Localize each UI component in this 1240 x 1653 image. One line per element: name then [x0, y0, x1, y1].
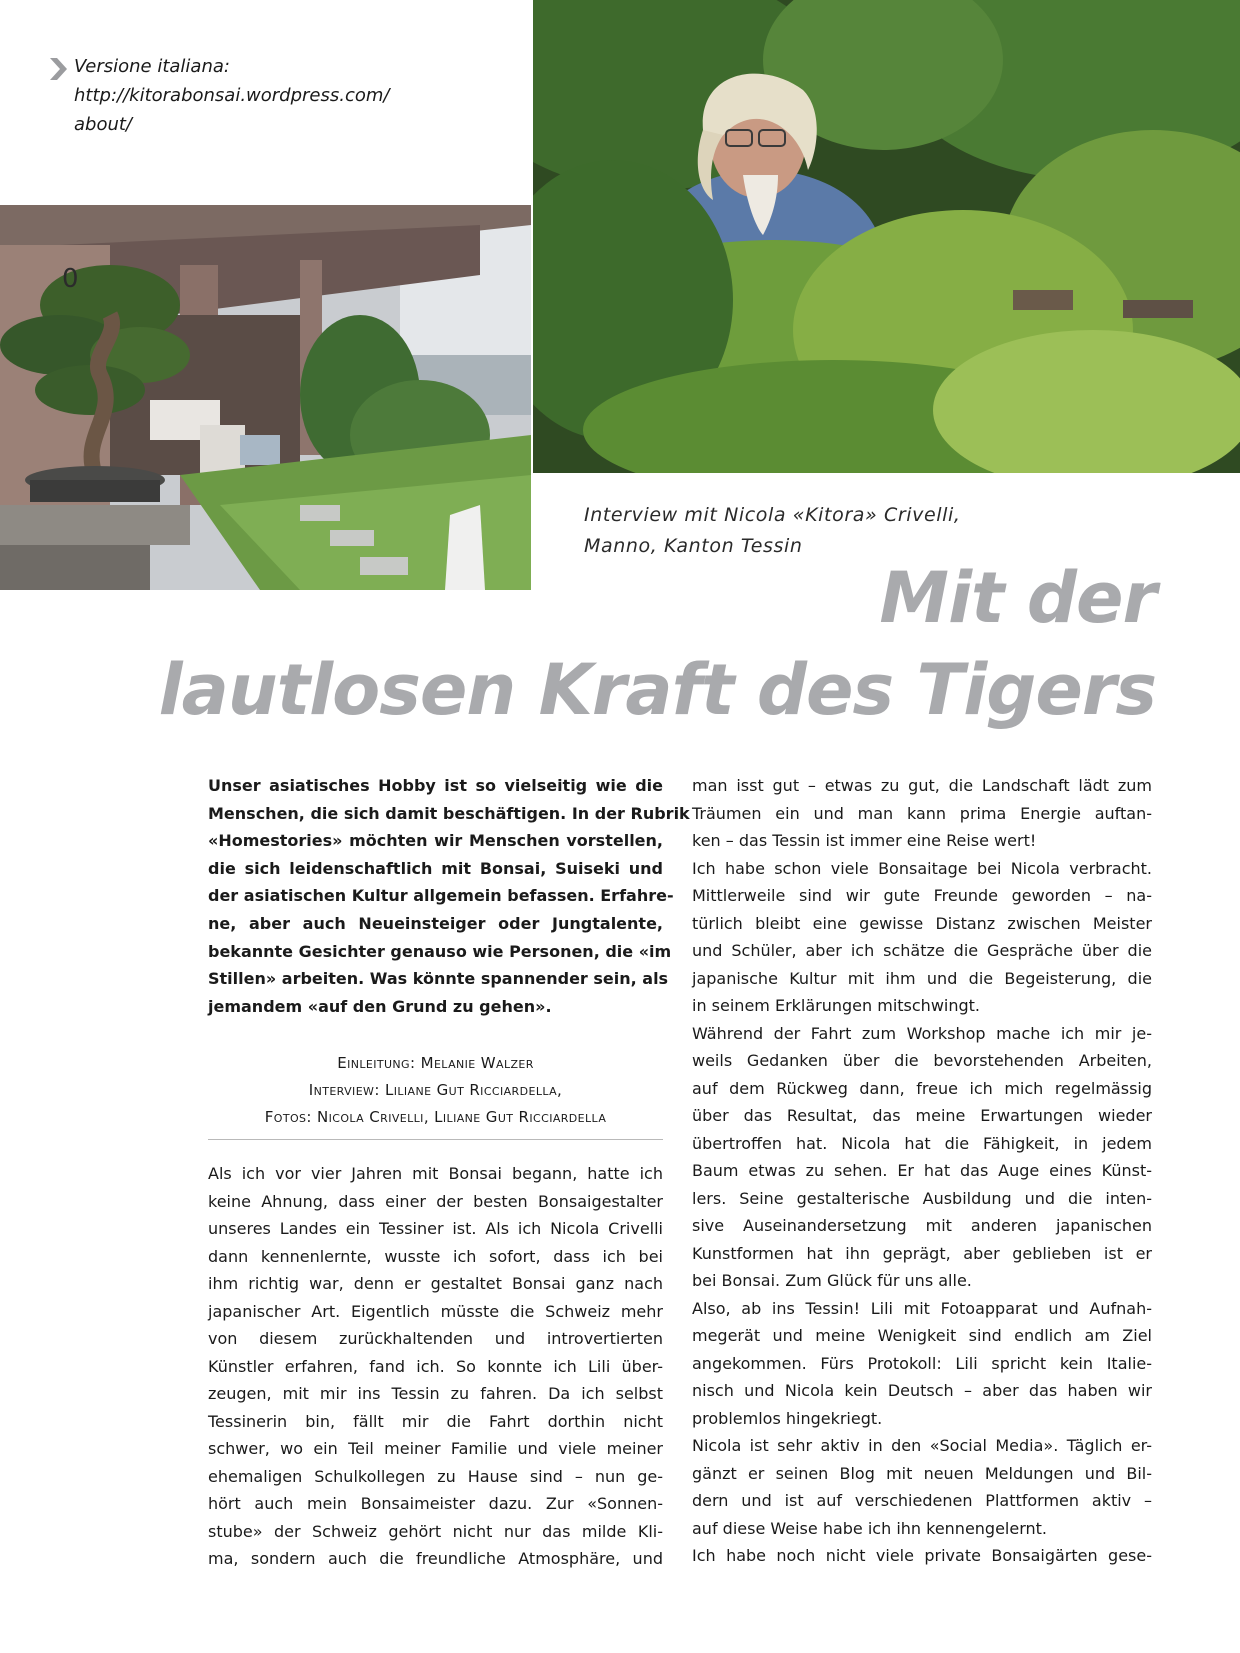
body-line: angekommen. Fürs Protokoll: Lili spricht kein Italie- [692, 1353, 1152, 1373]
body-line: Also, ab ins Tessin! Lili mit Fotoapparat und Aufnah- [692, 1298, 1152, 1318]
title-line: lautlosen Kraft des Tigers [158, 649, 1156, 731]
italian-version-text [74, 52, 390, 139]
body-line: unseres Landes ein Tessiner ist. Als ich Nicola Crivelli [208, 1219, 663, 1239]
body-line: Nicola ist sehr aktiv in den «Social Media». Täglich er- [692, 1436, 1152, 1455]
body-line: bei Bonsai. Zum Glück für uns alle. [692, 1271, 972, 1290]
body-line: Baum etwas zu sehen. Er hat das Auge eines Künst- [692, 1161, 1152, 1180]
body-line: lers. Seine gestalterische Ausbildung und die inten- [692, 1188, 1152, 1208]
subtitle-line: Interview mit Nicola «Kitora» Crivelli, [584, 504, 961, 526]
body-line: dann kennenlernte, wusste ich sofort, dass ich bei [208, 1246, 663, 1266]
credit-photos: Fotos: Nicola Crivelli, Liliane Gut Ricciardella [264, 1108, 607, 1127]
body-line: in seinem Erklärungen mitschwingt. [692, 996, 981, 1015]
right-column [692, 772, 1152, 1570]
body-line: Künstler erfahren, fand ich. So konnte ich Lili über- [208, 1356, 663, 1376]
body-line: weils Gedanken über die bevorstehenden Arbeiten, [692, 1051, 1152, 1070]
body-line: gänzt er seinen Blog mit neuen Meldungen und Bil- [692, 1463, 1152, 1483]
credit-interview: Interview: Liliane Gut Ricciardella, [308, 1081, 563, 1100]
body-line: von diesem zurückhaltenden und introvertierten [208, 1329, 663, 1349]
body-line: türlich bleibt eine gewisse Distanz zwischen Meister [692, 913, 1152, 933]
body-text-left [208, 1160, 663, 1573]
photo-veranda-bonsai [0, 205, 531, 590]
body-line: Mittlerweile sind wir gute Freunde geworden – na- [692, 886, 1152, 905]
body-line: stube» der Schweiz gehört nicht nur das milde Kli- [208, 1521, 663, 1541]
lead-paragraph [208, 772, 690, 1020]
body-line: Kunstformen hat ihn geprägt, aber geblieben ist er [692, 1243, 1152, 1263]
italian-version-label: Versione italiana: [74, 56, 230, 77]
body-line: japanische Kultur mit ihm und die Begeisterung, die [692, 968, 1152, 988]
lead-line: der asiatischen Kultur allgemein befassen. Erfahre- [208, 886, 674, 906]
subtitle-line: Manno, Kanton Tessin [584, 535, 803, 557]
body-line: man isst gut – etwas zu gut, die Landschaft lädt zum [692, 776, 1152, 795]
body-line: problemlos hingekriegt. [692, 1408, 883, 1428]
body-line: sive Auseinandersetzung mit anderen japanischen [692, 1216, 1152, 1235]
body-line: Als ich vor vier Jahren mit Bonsai begann, hatte ich [208, 1164, 663, 1184]
lead-line: Menschen, die sich damit beschäftigen. In der Rubrik [208, 803, 690, 823]
lead-line: Stillen» arbeiten. Was könnte spannender sein, als [208, 969, 669, 989]
body-line: auf dem Rückweg dann, freue ich mich regelmässig [692, 1078, 1152, 1098]
body-line: Ich habe schon viele Bonsaitage bei Nicola verbracht. [692, 858, 1152, 878]
body-line: Während der Fahrt zum Workshop mache ich mir je- [692, 1023, 1152, 1043]
credits-block [208, 1050, 663, 1131]
body-line: Ich habe noch nicht viele private Bonsaigärten gese- [692, 1546, 1152, 1565]
photo-gardener-portrait [533, 0, 1240, 473]
credit-intro: Einleitung: Melanie Walzer [337, 1054, 534, 1073]
body-line: Tessinerin bin, fällt mir die Fahrt dorthin nicht [208, 1411, 663, 1431]
body-line: Träumen ein und man kann prima Energie auftan- [692, 803, 1152, 823]
lead-line: Unser asiatisches Hobby ist so vielseitig wie die [208, 776, 663, 795]
lead-line: die sich leidenschaftlich mit Bonsai, Suiseki und [208, 858, 663, 878]
credits-divider [208, 1139, 663, 1140]
lead-line: jemandem «auf den Grund zu gehen». [208, 996, 552, 1016]
body-line: schwer, wo ein Teil meiner Familie und viele meiner [208, 1439, 663, 1459]
lead-line: bekannte Gesichter genauso wie Personen, die «im [208, 941, 672, 961]
body-line: keine Ahnung, dass einer der besten Bonsaigestalter [208, 1191, 663, 1211]
body-line: über das Resultat, das meine Erwartungen wieder [692, 1106, 1152, 1125]
body-line: japanischer Art. Eigentlich müsste die Schweiz mehr [208, 1301, 663, 1321]
body-line: auf diese Weise habe ich ihn kennengelernt. [692, 1518, 1048, 1538]
body-line: hört auch mein Bonsaimeister dazu. Zur «Sonnen- [208, 1494, 663, 1514]
title-line: Mit der [879, 557, 1156, 639]
body-line: ehemaligen Schulkollegen zu Hause sind – nun ge- [208, 1466, 663, 1486]
italian-version-link-end[interactable]: about/ [74, 114, 132, 135]
body-line: zeugen, mit mir ins Tessin zu fahren. Da ich selbst [208, 1384, 663, 1404]
body-line: ihm richtig war, denn er gestaltet Bonsai ganz nach [208, 1274, 663, 1294]
left-column [208, 772, 690, 1573]
page-title [56, 552, 1156, 736]
body-line: nisch und Nicola kein Deutsch – aber das haben wir [692, 1381, 1152, 1400]
body-line: ken – das Tessin ist immer eine Reise wert! [692, 831, 1037, 850]
svg-text:0: 0 [62, 264, 79, 294]
body-line: und Schüler, aber ich schätze die Gespräche über die [692, 941, 1152, 960]
chevron-right-icon [48, 58, 68, 80]
italian-version-link[interactable]: http://kitorabonsai.wordpress.com/ [74, 85, 390, 106]
body-line: übertroffen hat. Nicola hat die Fähigkeit, in jedem [692, 1133, 1152, 1153]
body-line: megerät und meine Wenigkeit sind endlich am Ziel [692, 1326, 1152, 1345]
lead-line: «Homestories» möchten wir Menschen vorstellen, [208, 831, 663, 851]
lead-line: ne, aber auch Neueinsteiger oder Jungtalente, [208, 913, 663, 933]
body-line: dern und ist auf verschiedenen Plattformen aktiv – [692, 1491, 1152, 1510]
body-line: ma, sondern auch die freundliche Atmosphäre, und [208, 1549, 663, 1569]
